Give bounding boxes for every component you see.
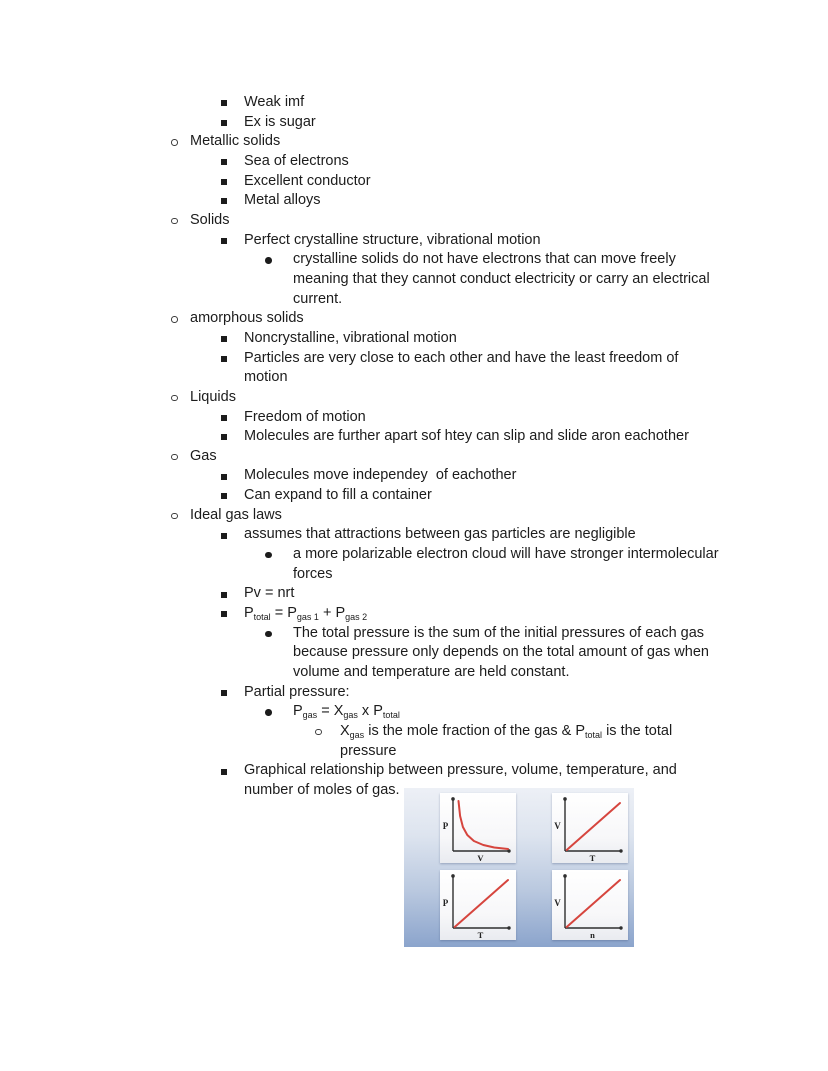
subscript-text: gas (349, 730, 365, 740)
doc-line (0, 329, 828, 349)
doc-text (293, 703, 400, 719)
text-segment: Graphical relationship between pressure, volume, temperature, and (244, 762, 677, 779)
doc-text (293, 291, 342, 307)
doc-line (0, 702, 828, 722)
text-segment: current. (293, 290, 343, 307)
doc-text (244, 782, 400, 798)
doc-text (244, 409, 366, 425)
bullet-square-icon (221, 493, 227, 499)
text-segment: = P (270, 605, 297, 622)
bullet-square-icon (221, 415, 227, 421)
bullet-circle-icon (171, 218, 178, 225)
text-segment: is the total (602, 723, 673, 739)
bullet-square-icon (221, 238, 227, 244)
doc-line (0, 584, 828, 604)
text-segment: = X (317, 703, 344, 720)
bullet-square-icon (221, 179, 227, 185)
mini-graph-P-vs-V (440, 793, 516, 863)
gas-laws-figure[interactable] (404, 788, 634, 947)
mini-graph-V-vs-n (552, 870, 628, 940)
bullet-square-icon (221, 159, 227, 165)
text-segment: Sea of electrons (244, 152, 349, 169)
bullet-square-icon (221, 198, 227, 204)
text-segment: x P (357, 703, 383, 720)
doc-line (0, 270, 828, 290)
bullet-square-icon (221, 533, 227, 539)
doc-line (0, 191, 828, 211)
text-segment: Metallic solids (190, 133, 281, 150)
bullet-circle-icon (315, 729, 322, 736)
text-segment: Metal alloys (244, 192, 321, 209)
doc-text (190, 212, 230, 228)
y-axis-label: P (442, 898, 449, 908)
doc-text (244, 428, 689, 444)
doc-text (190, 507, 282, 523)
text-segment: X (340, 723, 350, 739)
y-axis-label: V (554, 821, 561, 831)
doc-line (0, 761, 828, 781)
doc-line (0, 624, 828, 644)
text-segment: Gas (190, 447, 217, 464)
doc-line (0, 663, 828, 683)
doc-text (190, 133, 280, 149)
doc-line (0, 408, 828, 428)
doc-line (0, 722, 828, 742)
bullet-square-icon (221, 611, 227, 617)
doc-line (0, 132, 828, 152)
doc-text (244, 585, 294, 601)
mini-graph-P-vs-T (440, 870, 516, 940)
text-segment: pressure (340, 742, 397, 759)
text-segment: because pressure only depends on the total amount of gas when (293, 644, 709, 661)
bullet-circle-icon (171, 454, 178, 461)
text-segment: P (244, 605, 254, 622)
doc-line (0, 368, 828, 388)
text-segment: forces (293, 565, 333, 582)
document-body (0, 93, 828, 801)
doc-line (0, 643, 828, 663)
text-segment: meaning that they cannot conduct electricity or carry an electrical (293, 270, 710, 287)
doc-text (244, 762, 677, 778)
x-axis-label: T (589, 853, 596, 863)
bullet-square-icon (221, 100, 227, 106)
doc-line (0, 152, 828, 172)
x-axis-label: n (590, 930, 595, 940)
doc-text (244, 605, 367, 621)
y-axis-arrow-icon (451, 874, 454, 877)
text-segment: Molecules are further apart sof htey can slip and slide aron eachother (244, 428, 689, 445)
data-curve (455, 880, 508, 927)
doc-text (244, 330, 457, 346)
doc-line (0, 309, 828, 329)
doc-text (244, 684, 350, 700)
text-segment: Liquids (190, 388, 236, 405)
doc-text (244, 526, 636, 542)
data-curve (567, 803, 620, 850)
doc-line (0, 506, 828, 526)
bullet-disc-icon (265, 257, 272, 264)
subscript-text: total (585, 730, 603, 740)
y-axis-label: P (442, 821, 449, 831)
doc-text (293, 664, 569, 680)
doc-text (293, 644, 709, 660)
doc-line (0, 525, 828, 545)
doc-line (0, 231, 828, 251)
bullet-square-icon (221, 120, 227, 126)
bullet-disc-icon (265, 631, 272, 638)
doc-text (244, 192, 321, 208)
doc-text (340, 723, 672, 739)
subscript-text: gas 1 (296, 612, 319, 623)
doc-text (293, 546, 719, 562)
text-segment: amorphous solids (190, 310, 304, 327)
doc-text (293, 566, 333, 582)
text-segment: volume and temperature are held constant. (293, 664, 570, 681)
bullet-square-icon (221, 336, 227, 342)
text-segment: Ideal gas laws (190, 506, 282, 523)
text-segment: P (293, 703, 303, 720)
doc-text (244, 153, 349, 169)
bullet-square-icon (221, 474, 227, 480)
subscript-text: gas (343, 710, 358, 721)
text-segment: motion (244, 369, 288, 386)
doc-text (293, 271, 710, 287)
x-axis-label: V (477, 853, 484, 863)
doc-line (0, 466, 828, 486)
data-curve (567, 880, 620, 927)
doc-line (0, 447, 828, 467)
doc-text (293, 625, 704, 641)
text-segment: The total pressure is the sum of the initial pressures of each gas (293, 624, 705, 641)
y-axis-arrow-icon (451, 797, 454, 800)
text-segment: Solids (190, 211, 230, 228)
text-segment: Perfect crystalline structure, vibrational motion (244, 231, 541, 248)
bullet-circle-icon (171, 395, 178, 402)
text-segment: Noncrystalline, vibrational motion (244, 329, 457, 346)
bullet-circle-icon (171, 139, 178, 146)
doc-line (0, 565, 828, 585)
y-axis-arrow-icon (563, 797, 566, 800)
bullet-square-icon (221, 356, 227, 362)
subscript-text: gas 2 (345, 612, 368, 623)
doc-line (0, 427, 828, 447)
doc-text (190, 448, 217, 464)
text-segment: Can expand to fill a container (244, 487, 432, 504)
doc-line (0, 211, 828, 231)
text-segment: Molecules move independey of eachother (244, 467, 517, 484)
doc-text (244, 114, 316, 130)
text-segment: a more polarizable electron cloud will have stronger intermolecular (293, 546, 719, 563)
text-segment: Particles are very close to each other and have the least freedom of (244, 349, 679, 366)
mini-graph-V-vs-T (552, 793, 628, 863)
doc-line (0, 250, 828, 270)
text-segment: Ex is sugar (244, 113, 316, 130)
doc-text (244, 232, 541, 248)
text-segment: + P (318, 605, 346, 622)
doc-text (340, 743, 396, 759)
subscript-text: total (253, 612, 271, 623)
doc-line (0, 349, 828, 369)
doc-line (0, 388, 828, 408)
data-curve (459, 801, 509, 849)
doc-text (244, 467, 516, 483)
bullet-square-icon (221, 434, 227, 440)
doc-line (0, 545, 828, 565)
y-axis-arrow-icon (563, 874, 566, 877)
doc-text (190, 310, 304, 326)
x-axis-label: T (477, 930, 484, 940)
doc-line (0, 604, 828, 624)
bullet-square-icon (221, 592, 227, 598)
bullet-circle-icon (171, 513, 178, 520)
bullet-disc-icon (265, 709, 272, 716)
text-segment: Partial pressure: (244, 683, 350, 700)
text-segment: crystalline solids do not have electrons that can move freely (293, 251, 676, 268)
bullet-square-icon (221, 690, 227, 696)
doc-line (0, 93, 828, 113)
doc-line (0, 290, 828, 310)
text-segment: Freedom of motion (244, 408, 366, 425)
doc-text (244, 94, 304, 110)
text-segment: is the mole fraction of the gas & P (364, 723, 586, 739)
doc-text (190, 389, 236, 405)
doc-line (0, 486, 828, 506)
doc-line (0, 742, 828, 762)
text-segment: Excellent conductor (244, 172, 371, 189)
doc-text (244, 369, 288, 385)
doc-line (0, 113, 828, 133)
text-segment: assumes that attractions between gas particles are negligible (244, 526, 636, 543)
doc-text (244, 173, 371, 189)
bullet-circle-icon (171, 316, 178, 323)
bullet-disc-icon (265, 552, 272, 559)
text-segment: number of moles of gas. (244, 781, 400, 798)
doc-line (0, 172, 828, 192)
doc-text (293, 251, 676, 267)
doc-line (0, 683, 828, 703)
bullet-square-icon (221, 769, 227, 775)
text-segment: Pv = nrt (244, 585, 295, 602)
subscript-text: total (382, 710, 400, 721)
doc-text (244, 350, 678, 366)
subscript-text: gas (302, 710, 318, 721)
text-segment: Weak imf (244, 94, 305, 110)
y-axis-label: V (554, 898, 561, 908)
doc-text (244, 487, 432, 503)
